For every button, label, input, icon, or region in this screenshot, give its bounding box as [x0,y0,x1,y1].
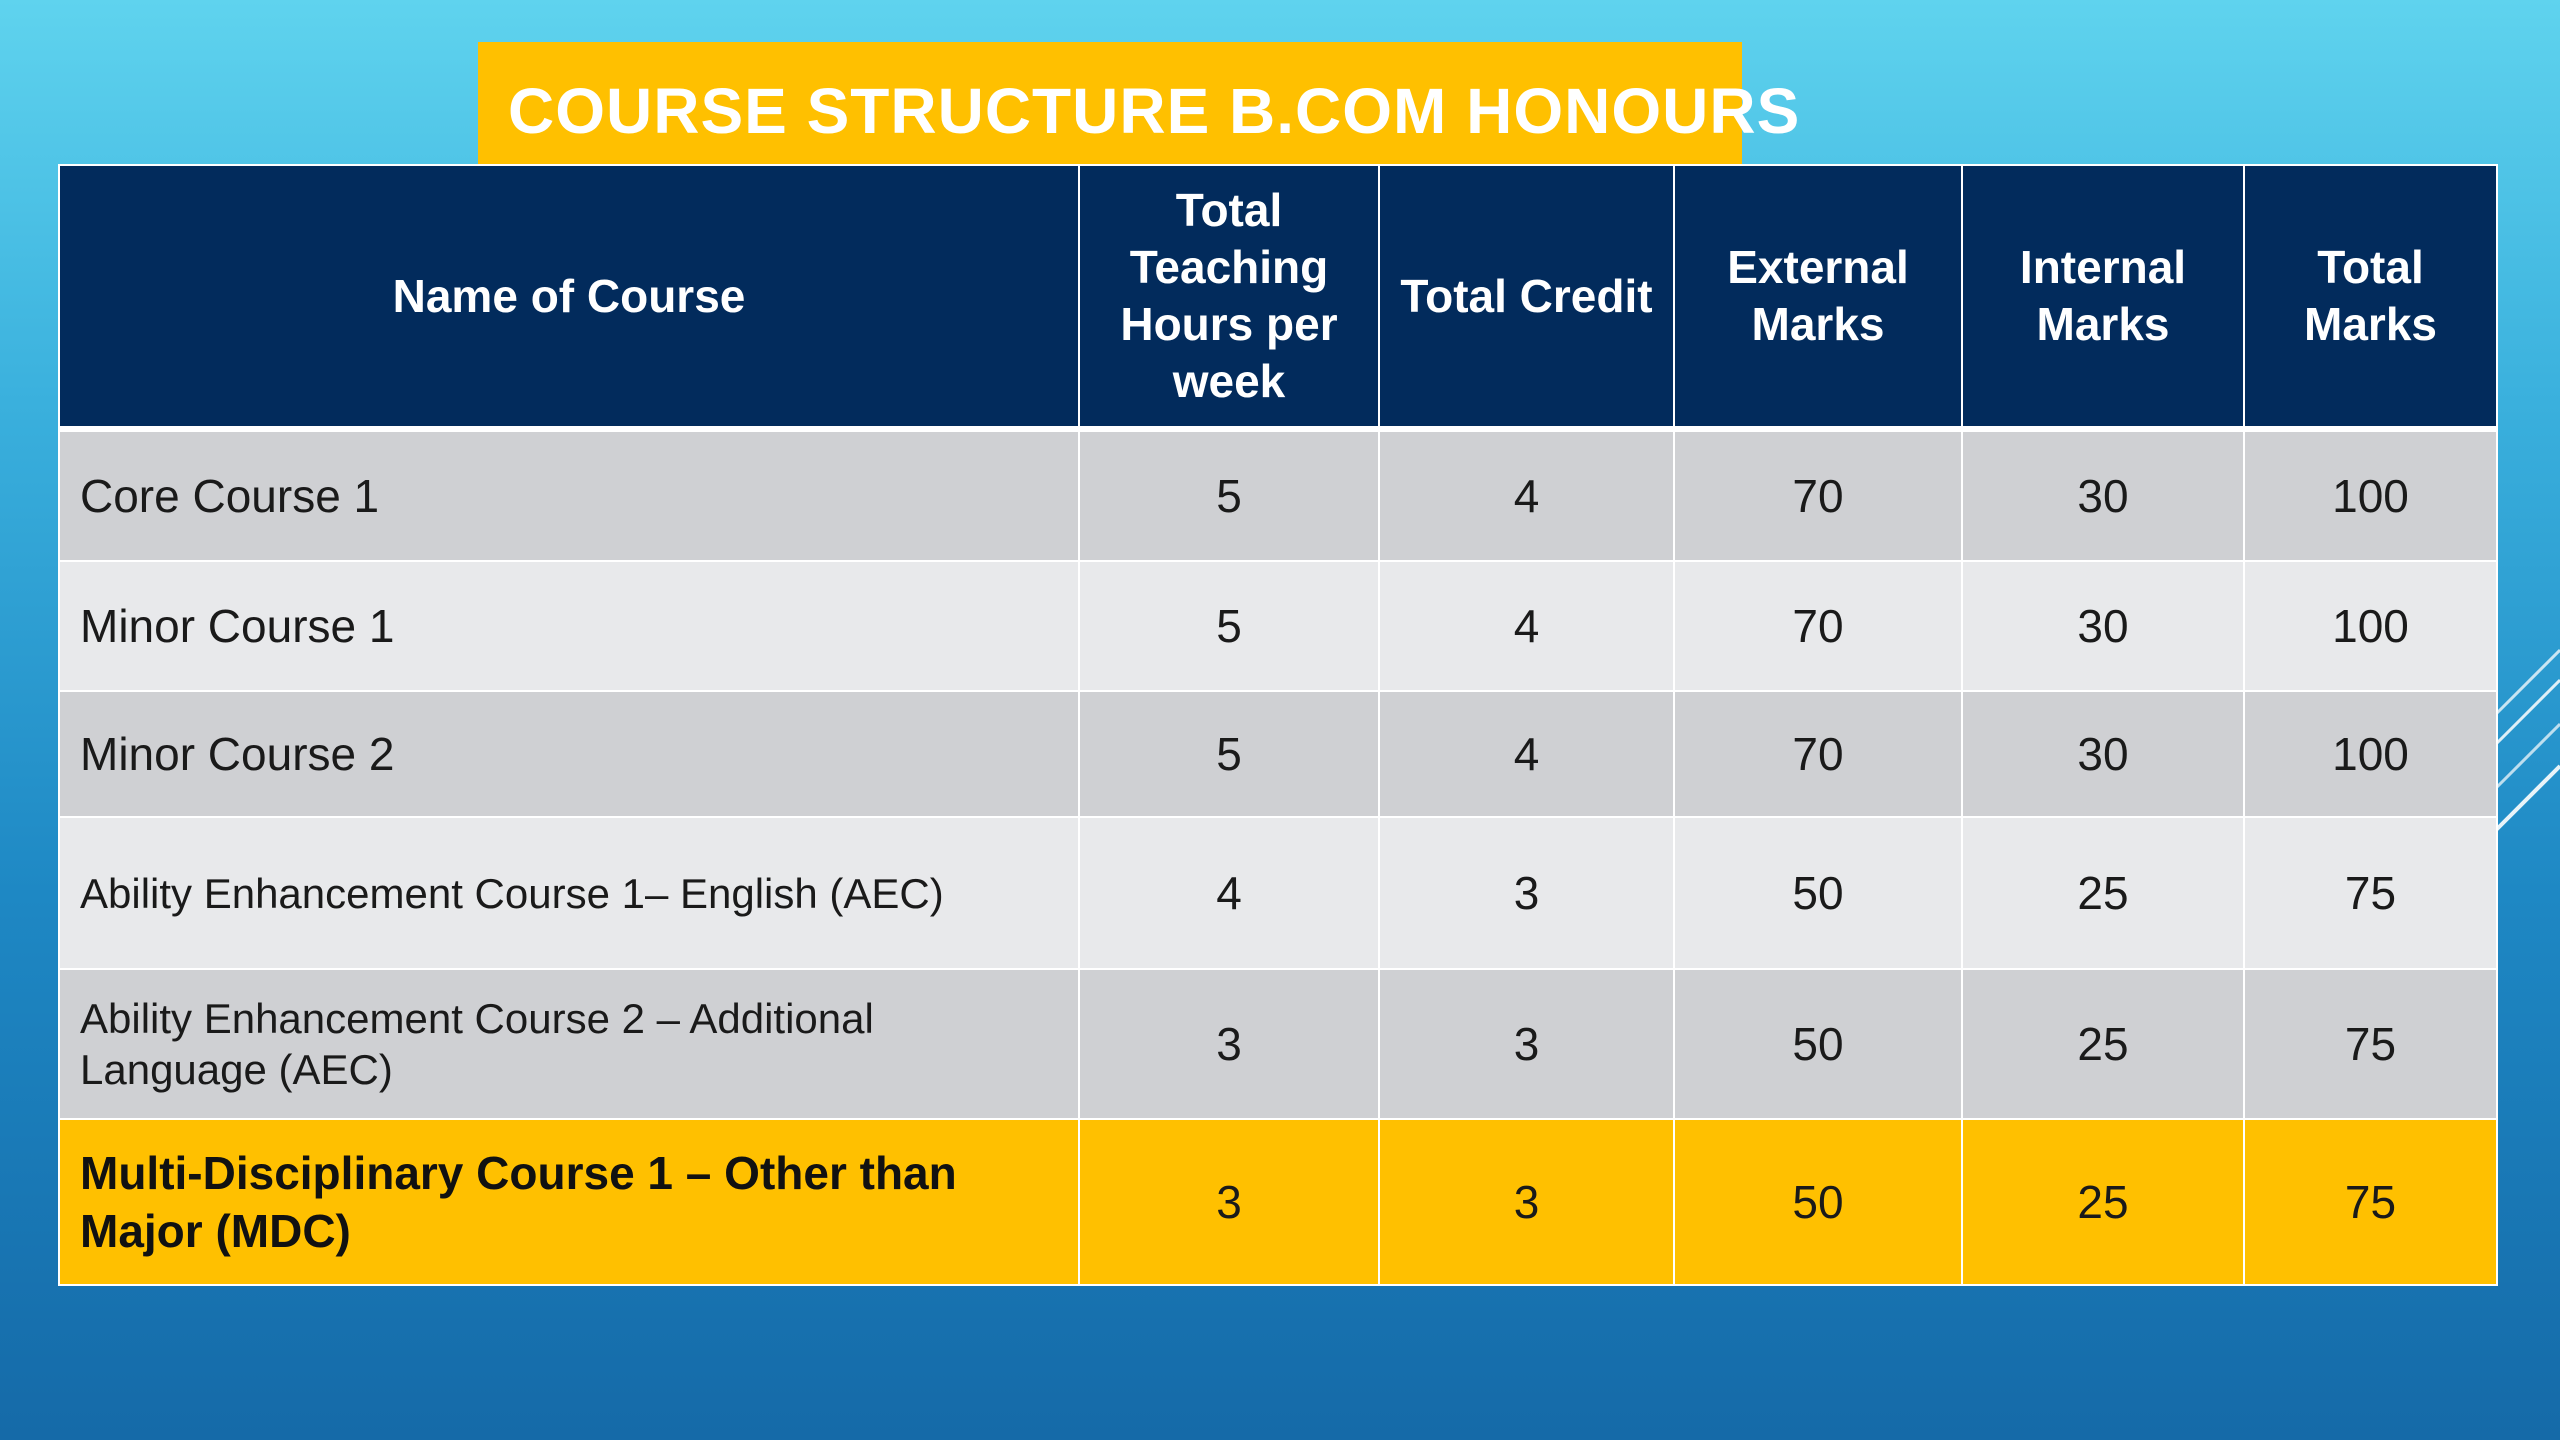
header-internal-marks: Internal Marks [1962,165,2244,429]
course-name-cell: Ability Enhancement Course 2 – Additional Language (AEC) [59,969,1079,1119]
title-banner [478,42,1801,166]
credit-cell: 4 [1379,691,1674,817]
external-marks-cell: 50 [1674,817,1962,969]
course-name-cell: Minor Course 1 [59,561,1079,691]
external-marks-cell: 50 [1674,969,1962,1119]
course-name-cell: Multi-Disciplinary Course 1 – Other than Major (MDC) [59,1119,1079,1285]
table-row-highlighted [59,1119,2497,1285]
internal-marks-cell: 30 [1962,561,2244,691]
course-name-cell: Minor Course 2 [59,691,1079,817]
external-marks-cell: 50 [1674,1119,1962,1285]
credit-cell: 4 [1379,429,1674,561]
header-teaching-hours: Total Teaching Hours per week [1079,165,1379,429]
credit-cell: 3 [1379,1119,1674,1285]
hours-cell: 5 [1079,561,1379,691]
total-marks-cell: 75 [2244,969,2497,1119]
external-marks-cell: 70 [1674,429,1962,561]
table-row [59,817,2497,969]
internal-marks-cell: 30 [1962,691,2244,817]
credit-cell: 3 [1379,969,1674,1119]
header-name-of-course: Name of Course [59,165,1079,429]
credit-cell: 4 [1379,561,1674,691]
table-header-row [59,165,2497,429]
header-external-marks: External Marks [1674,165,1962,429]
external-marks-cell: 70 [1674,561,1962,691]
internal-marks-cell: 25 [1962,817,2244,969]
internal-marks-cell: 30 [1962,429,2244,561]
total-marks-cell: 100 [2244,561,2497,691]
table-row [59,561,2497,691]
external-marks-cell: 70 [1674,691,1962,817]
course-name-cell: Core Course 1 [59,429,1079,561]
table-row [59,429,2497,561]
course-name-cell: Ability Enhancement Course 1– English (AEC) [59,817,1079,969]
hours-cell: 4 [1079,817,1379,969]
header-total-credit: Total Credit [1379,165,1674,429]
course-structure-table [58,164,2498,1286]
total-marks-cell: 100 [2244,429,2497,561]
table-row [59,969,2497,1119]
header-total-marks: Total Marks [2244,165,2497,429]
total-marks-cell: 100 [2244,691,2497,817]
hours-cell: 5 [1079,429,1379,561]
hours-cell: 3 [1079,1119,1379,1285]
table-row [59,691,2497,817]
hours-cell: 5 [1079,691,1379,817]
credit-cell: 3 [1379,817,1674,969]
internal-marks-cell: 25 [1962,969,2244,1119]
total-marks-cell: 75 [2244,1119,2497,1285]
total-marks-cell: 75 [2244,817,2497,969]
hours-cell: 3 [1079,969,1379,1119]
page-title: COURSE STRUCTURE B.COM HONOURS [508,75,1801,147]
internal-marks-cell: 25 [1962,1119,2244,1285]
